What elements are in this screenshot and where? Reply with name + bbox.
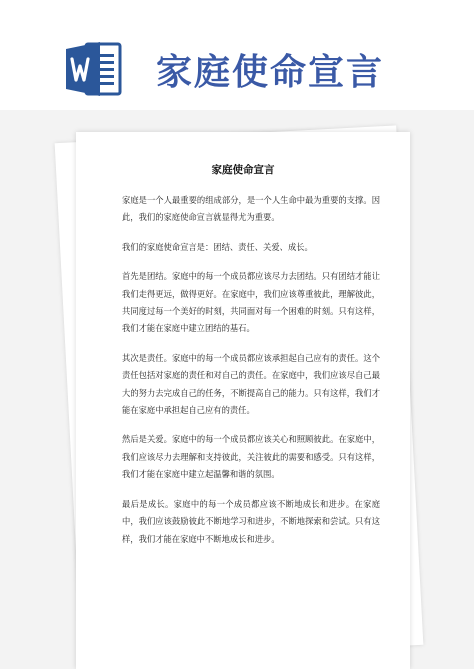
page-title: 家庭使命宣言 (156, 51, 385, 93)
paragraph-responsibility: 其次是责任。家庭中的每一个成员都应该承担起自己应有的责任。这个责任包括对家庭的责任和对自己的责任。在家庭中，我们应该尽自己最大的努力去完成自己的任务，不断提高自己的能力。只有这样，我们才能在家庭中承担起自己应有的责任。 (122, 352, 380, 416)
paragraph-unity: 首先是团结。家庭中的每一个成员都应该尽力去团结。只有团结才能让我们走得更远，做得更好。在家庭中，我们应该尊重彼此，理解彼此，共同度过每一个美好的时刻，共同面对每一个困难的时刻。只有这样，我们才能在家庭中建立团结的基石。 (122, 271, 380, 334)
document-page (76, 132, 410, 669)
paragraph-growth: 最后是成长。家庭中的每一个成员都应该不断地成长和进步。在家庭中，我们应该鼓励彼此不断地学习和进步，不断地探索和尝试。只有这样，我们才能在家庭中不断地成长和进步。 (122, 498, 380, 544)
word-document-icon (64, 40, 124, 98)
header-banner (0, 0, 474, 110)
paragraph-statement: 我们的家庭使命宣言是：团结、责任、关爱、成长。 (122, 241, 313, 252)
document-title: 家庭使命宣言 (211, 164, 275, 176)
paragraph-intro: 家庭是一个人最重要的组成部分，是一个人生命中最为重要的支撑。因此，我们的家庭使命宣言就显得尤为重要。 (122, 195, 380, 223)
paragraph-care: 然后是关爱。家庭中的每一个成员都应该关心和照顾彼此。在家庭中，我们应该尽力去理解和支持彼此，关注彼此的需要和感受。只有这样，我们才能在家庭中建立起温馨和谐的氛围。 (122, 434, 380, 480)
document-body (122, 192, 380, 560)
